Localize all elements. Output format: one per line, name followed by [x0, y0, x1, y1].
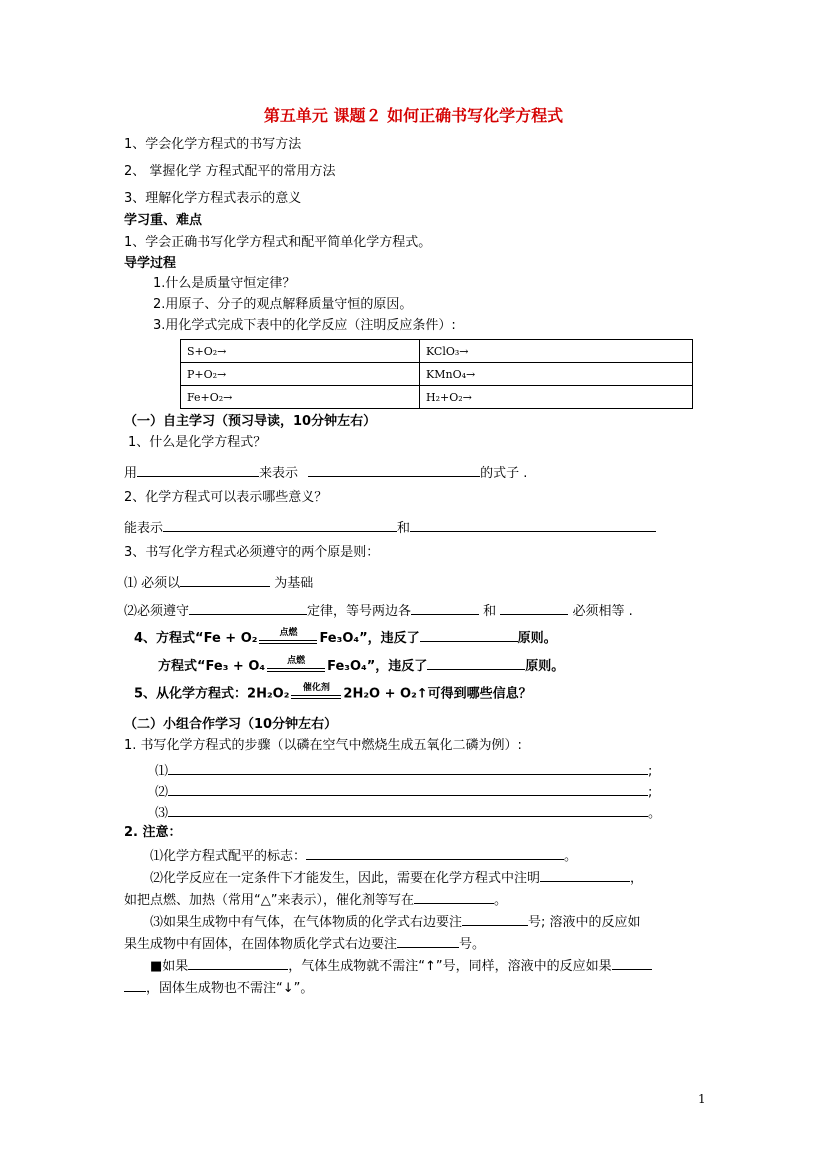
reaction-table [180, 339, 693, 409]
self-study-heading: （一）自主学习（预习导读，10分钟左右） [124, 414, 377, 429]
step-3 [155, 803, 661, 822]
self-study-q3: 3、书写化学方程式必须遵守的两个原是则： [124, 545, 380, 560]
text-fragment: ⑵ [155, 785, 169, 800]
text-fragment: 号; 溶液中的反应如 [528, 915, 641, 930]
self-study-q4 [134, 628, 557, 648]
reaction-arrow [291, 685, 341, 703]
reaction-condition: 催化剂 [302, 683, 330, 693]
self-study-q2: 2、化学方程式可以表示哪些意义？ [124, 490, 328, 505]
step-1 [155, 761, 652, 780]
text-fragment: ⑴ 必须以 [124, 576, 181, 591]
table-cell: H₂+O₂→ [420, 386, 693, 409]
note-4-line-1 [150, 956, 652, 975]
table-cell: KMnO₄→ [420, 363, 693, 386]
self-study-q3-rule-2 [124, 601, 633, 620]
guide-item-1: 1.什么是质量守恒定律？ [153, 276, 296, 291]
text-fragment: 。 [493, 893, 507, 908]
note-3-line-1 [150, 912, 641, 931]
text-fragment: 方程式“Fe₃ + O₄ [158, 659, 266, 674]
key-points-heading: 学习重、难点 [124, 213, 203, 228]
text-fragment: ⑵必须遵守 [124, 604, 190, 619]
blank-line[interactable] [540, 868, 630, 882]
blank-line[interactable] [168, 782, 648, 796]
text-fragment: ■如果 [150, 959, 189, 974]
note-2-line-2 [124, 890, 507, 909]
reaction-arrow [267, 655, 325, 676]
text-fragment: ⑴ [155, 764, 169, 779]
text-fragment: ⑶如果生成物中有气体，在气体物质的化学式右边要注 [150, 915, 463, 930]
text-fragment: ，气体生成物就不需注“↑”号，同样，溶液中的反应如果 [288, 959, 612, 974]
blank-line[interactable] [308, 463, 480, 477]
text-fragment: ，固体生成物也不需注“↓”。 [146, 981, 314, 996]
blank-line[interactable] [163, 518, 397, 532]
text-fragment: 原则。 [525, 659, 565, 674]
text-fragment: 5、从化学方程式：2H₂O₂ [134, 686, 290, 702]
reaction-condition: 点燃 [287, 655, 306, 666]
blank-line[interactable] [462, 912, 528, 926]
steps-title: 1. 书写化学方程式的步骤（以磷在空气中燃烧生成五氧化二磷为例）: [124, 738, 522, 753]
text-fragment: ⑴化学方程式配平的标志： [150, 849, 307, 864]
guide-item-2: 2.用原子、分子的观点解释质量守恒的原因。 [153, 297, 413, 312]
table-cell: Fe+O₂→ [181, 386, 420, 409]
blank-line[interactable] [410, 518, 656, 532]
blank-line[interactable] [500, 601, 568, 615]
text-fragment: ; [648, 764, 653, 779]
text-fragment: Fe₃O₄”，违反了 [319, 631, 420, 646]
text-fragment: ⑵化学反应在一定条件下才能发生，因此，需要在化学方程式中注明 [150, 871, 541, 886]
text-fragment: ; [648, 785, 653, 800]
blank-line[interactable] [411, 601, 479, 615]
blank-line[interactable] [414, 890, 494, 904]
key-points-text: 1、学会正确书写化学方程式和配平简单化学方程式。 [124, 235, 432, 250]
table-row [181, 386, 693, 409]
text-fragment: 和 [397, 521, 411, 536]
text-fragment: 号。 [459, 937, 486, 952]
self-study-q1-answer [124, 463, 527, 482]
blank-line[interactable] [189, 601, 307, 615]
text-fragment: ⑶ [155, 806, 169, 821]
note-2-line-1 [150, 868, 643, 887]
blank-line[interactable] [397, 934, 459, 948]
text-fragment: 4、方程式“Fe + O₂ [134, 631, 258, 646]
text-fragment: 的式子 . [480, 466, 528, 481]
text-fragment: ， [630, 871, 644, 886]
objective-1: 1、学会化学方程式的书写方法 [124, 137, 302, 152]
table-cell: P+O₂→ [181, 363, 420, 386]
guide-item-3: 3.用化学式完成下表中的化学反应（注明反应条件）: [153, 318, 456, 333]
text-fragment: 能表示 [124, 521, 164, 536]
table-cell: S+O₂→ [181, 340, 420, 363]
self-study-q2-answer [124, 518, 656, 537]
blank-line[interactable] [137, 463, 259, 477]
text-fragment: 用 [124, 466, 138, 481]
text-fragment: 和 [483, 604, 497, 619]
blank-line[interactable] [427, 656, 525, 670]
blank-line[interactable] [180, 573, 270, 587]
notes-title: 2. 注意： [124, 825, 182, 840]
text-fragment: Fe₃O₄”，违反了 [327, 659, 428, 674]
reaction-arrow [259, 627, 317, 648]
blank-line[interactable] [188, 956, 288, 970]
table-row [181, 340, 693, 363]
self-study-q3-rule-1 [124, 573, 313, 592]
blank-line[interactable] [168, 761, 648, 775]
page-number: 1 [698, 1092, 706, 1106]
text-fragment: 为基础 [274, 576, 314, 591]
text-fragment: 如把点燃、加热（常用“△”来表示），催化剂等写在 [124, 893, 414, 908]
note-4-line-2 [124, 978, 313, 997]
blank-line[interactable] [124, 978, 146, 992]
blank-line[interactable] [612, 956, 652, 970]
note-1 [150, 846, 577, 865]
text-fragment: 定律，等号两边各 [307, 604, 412, 619]
self-study-q5 [134, 685, 532, 703]
text-fragment: 果生成物中有固体，在固体物质化学式右边要注 [124, 937, 398, 952]
self-study-q1: 1、什么是化学方程式？ [128, 435, 267, 450]
reaction-condition: 点燃 [279, 627, 298, 638]
guide-heading: 导学过程 [124, 256, 177, 271]
text-fragment: 原则。 [517, 631, 557, 646]
blank-line[interactable] [420, 628, 518, 642]
step-2 [155, 782, 652, 801]
table-row [181, 363, 693, 386]
text-fragment: 。 [564, 849, 578, 864]
document-title: 第五单元 课题２ 如何正确书写化学方程式 [263, 106, 564, 125]
objective-3: 3、理解化学方程式表示的意义 [124, 191, 302, 206]
blank-line[interactable] [306, 846, 564, 860]
blank-line[interactable] [168, 803, 648, 817]
text-fragment: 来表示 [259, 466, 299, 481]
self-study-q4-b [158, 656, 564, 676]
text-fragment: 。 [648, 806, 662, 821]
note-3-line-2 [124, 934, 485, 953]
text-fragment: 必须相等 . [572, 604, 633, 619]
text-fragment: 2H₂O + O₂↑可得到哪些信息？ [343, 686, 532, 702]
objective-2: 2、 掌握化学 方程式配平的常用方法 [124, 164, 336, 179]
table-cell: KClO₃→ [420, 340, 693, 363]
group-study-heading: （二）小组合作学习（10分钟左右） [124, 717, 338, 732]
